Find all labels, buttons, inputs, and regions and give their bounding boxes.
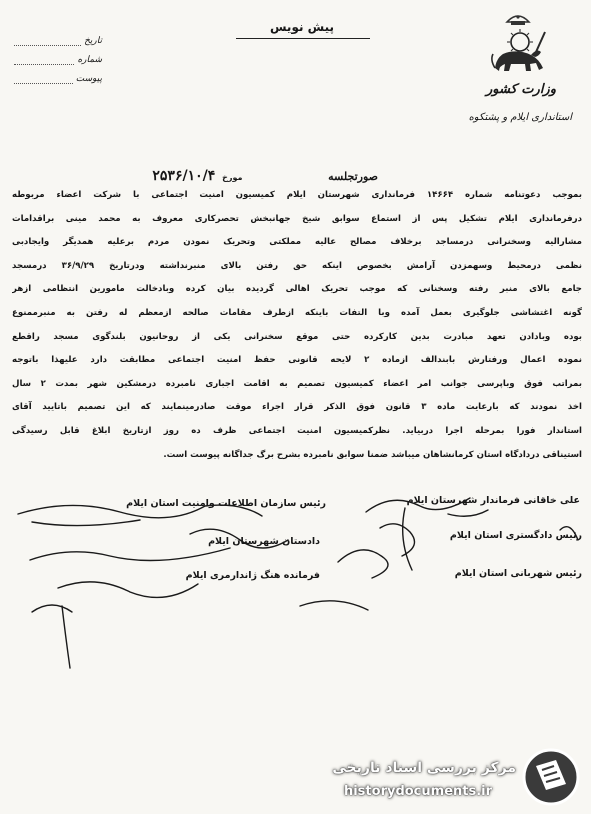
body-line: نظمی درمحیط وسهمزدن آرامش بخصوص اینکه حق رفتن بالای منبرنداشته ودرتاریخ ۳۶/۹/۲۹ درمسجد [12, 260, 582, 271]
archive-name: مرکز بررسی اسناد تاریخی [332, 760, 516, 776]
body-line: اخذ نمودند که بارعایت ماده ۳ قانون فوق الذکر قرار اجراء موقت صادرمینمایند که این تصمیم باتایید آقای [12, 402, 582, 413]
lion-and-sun-emblem-icon [487, 8, 549, 80]
signature-police-chief: رئیس شهربانی استان ایلام [454, 568, 582, 579]
signature-court-head: رئیس دادگستری استان ایلام [449, 530, 582, 541]
minutes-heading [10, 168, 378, 184]
body-line: جامع بالای منبر رفته وسخنانی که موجب تحریک اهالی گردیده بیان کرده وبادخالت مامورین انتظامی ازهر [12, 284, 582, 295]
body-line: مشارالیه وسخنرانی درمساجد برخلاف مصالح عالیه مملکتی وتحریک نمودن مردم برعلیه همدیگر وایجادبی [12, 237, 582, 248]
body-line: بمراتب فوق وباپرسی جوانب امر اعضاء کمیسیون تصمیم به اقامت اجباری نامبرده درمشکین شهر بمدت ۲ سال [12, 378, 582, 389]
attachment-field [14, 74, 102, 84]
date-prefix: مورخ [222, 173, 243, 182]
number-dots [14, 56, 74, 65]
number-field [14, 55, 102, 65]
office-name: استانداری ایلام و پشتکوه [468, 112, 572, 123]
date-field [14, 36, 102, 46]
archive-logo-icon [520, 746, 582, 808]
body-line: درفرمانداری ایلام تشکیل پس از استماع سوابق شیخ جهانبخش تحصرکاری معروف به محمد مینی براقدامات [12, 213, 582, 224]
attachment-dots [14, 75, 73, 84]
body-line: بوده وبادادن تعهد مبادرت بدین کارکرده حتی موقع سخنرانی یکی از روحانیون بلندگوی مسجد راقطع [12, 331, 582, 342]
body-line: بموجب دعوتنامه شماره ۱۴۶۶۴ فرمانداری شهرستان ایلام کمیسیون امنیت اجتماعی با شرکت اعضاء مربوطه [12, 190, 582, 200]
body-line: نموده اعمال ورفتارش بابندالف ازماده ۲ لایحه قانونی حفظ امنیت اجتماعی مطابقت دارد علیهذا باتوجه [12, 355, 582, 366]
body-line: استیناقی دردادگاه استان کرمانشاهان میباشد ضمنا سوابق نامبرده بشرح برگ جداگانه پیوست است. [163, 449, 582, 460]
draft-underline [236, 38, 370, 39]
signature-prosecutor: دادستان شهرستان ایلام [208, 536, 320, 547]
body-line: گونه اغتشاشی جلوگیری بعمل آمده وبا التفات باینکه ازطرف مقامات صالحه ازمعظم له رفتن به منبرممنوع [12, 307, 582, 318]
signature-savak: رئیس سازمان اطلاعات وامنیت استان ایلام [126, 498, 326, 509]
archive-url: historydocuments.ir [343, 784, 493, 799]
signature-governor: علی خاقانی فرماندار شهرستان ایلام [406, 495, 580, 506]
number-label: شماره [77, 55, 102, 65]
signature-gendarmerie: فرمانده هنگ ژاندارمری ایلام [185, 570, 320, 581]
minutes-body [12, 184, 582, 467]
date-dots [14, 37, 81, 46]
minutes-date: ۲۵۳۶/۱۰/۴ [152, 168, 216, 184]
date-label: تاریخ [84, 36, 102, 46]
body-line: استاندار فورا بمرحله اجرا دربیاید. نظرکمیسیون امنیت اجتماعی ظرف ده روز ازتاریخ ابلاغ قابل رسیدگی [12, 425, 582, 436]
ministry-name: وزارت کشور [486, 82, 556, 97]
attachment-label: پیوست [75, 74, 102, 84]
draft-label: پیش نویس [269, 20, 335, 34]
minutes-title: صورتجلسه [328, 170, 378, 183]
